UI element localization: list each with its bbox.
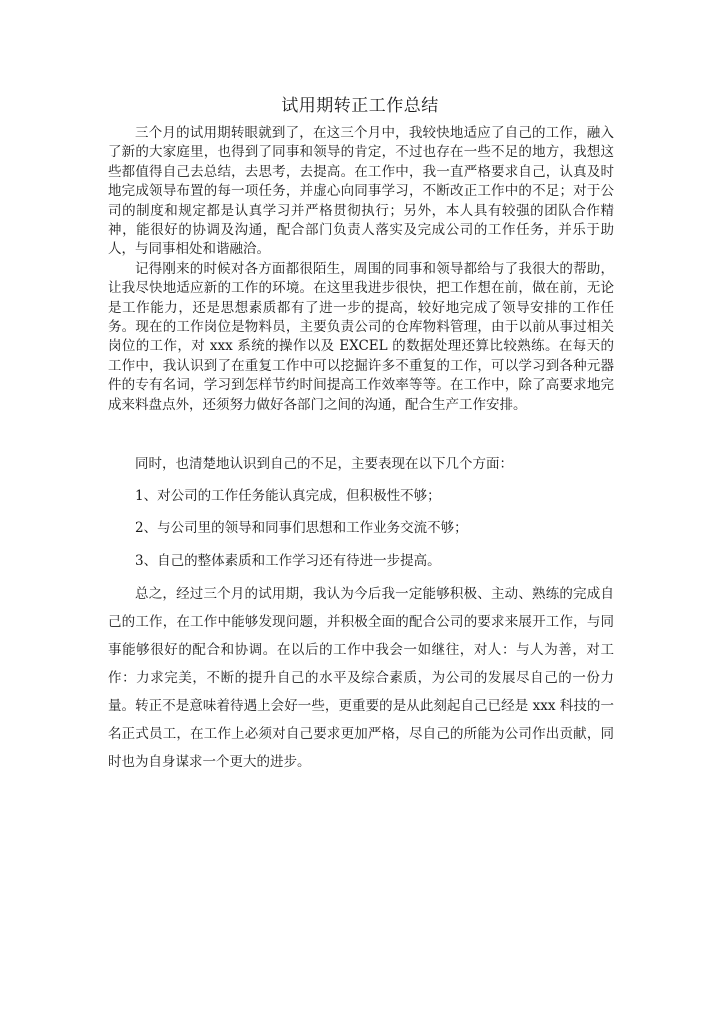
paragraph-experience: 记得刚来的时候对各方面都很陌生，周围的同事和领导都给与了我很大的帮助，让我尽快地适应新的工作的环境。在这里我进步很快，把工作想在前，做在前，无论是工作能力，还是思想素质都有了进一步的提高，较好地完成了领导安排的工作任务。现在的工作岗位是物料员，主要负责公司的仓库物料管理，由于以前从事过相关岗位的工作，对 xxx 系统的操作以及 EXCEL 的数据处理还算比较熟练。在每天的工作中，我认识到了在重复工作中可以挖掘许多不重复的工作，可以学习到各种元器件的专有名词，学习到怎样节约时间提高工作效率等等。在工作中，除了高要求地完成来料盘点外，还须努力做好各部门之间的沟通，配合生产工作安排。 bbox=[108, 260, 614, 413]
list-item-1: 1、对公司的工作任务能认真完成，但积极性不够； bbox=[135, 488, 441, 505]
document-body-top bbox=[108, 124, 614, 415]
paragraph-intro: 三个月的试用期转眼就到了，在这三个月中，我较快地适应了自己的工作，融入了新的大家庭里，也得到了同事和领导的肯定，不过也存在一些不足的地方，我想这些都值得自己去总结，去思考，去提高。在工作中，我一直严格要求自己，认真及时地完成领导布置的每一项任务，并虚心向同事学习，不断改正工作中的不足；对于公司的制度和规定都是认真学习并严格贯彻执行；另外，本人具有较强的团队合作精神，能很好的协调及沟通，配合部门负责人落实及完成公司的工作任务，并乐于助人，与同事相处和谐融洽。 bbox=[108, 125, 614, 258]
list-item-2: 2、与公司里的领导和同事们思想和工作业务交流不够； bbox=[135, 520, 468, 537]
document-body-bottom bbox=[108, 451, 614, 776]
list-item-3: 3、自己的整体素质和工作学习还有待进一步提高。 bbox=[135, 552, 441, 569]
document-title: 试用期转正工作总结 bbox=[281, 96, 439, 116]
paragraph-shortcomings-intro: 同时，也清楚地认识到自己的不足，主要表现在以下几个方面： bbox=[135, 456, 513, 472]
paragraph-conclusion: 总之，经过三个月的试用期，我认为今后我一定能够积极、主动、熟练的完成自己的工作，在工作中能够发现问题，并积极全面的配合公司的要求来展开工作，与同事能够很好的配合和协调。在以后的工作中我会一如继往，对人：与人为善，对工作：力求完美，不断的提升自己的水平及综合素质，为公司的发展尽自己的一份力量。转正不是意味着待遇上会好一些，更重要的是从此刻起自己已经是 xxx 科技的一名正式员工，在工作上必须对自己要求更加严格，尽自己的所能为公司作出贡献，同时也为自身谋求一个更大的进步。 bbox=[108, 585, 614, 770]
